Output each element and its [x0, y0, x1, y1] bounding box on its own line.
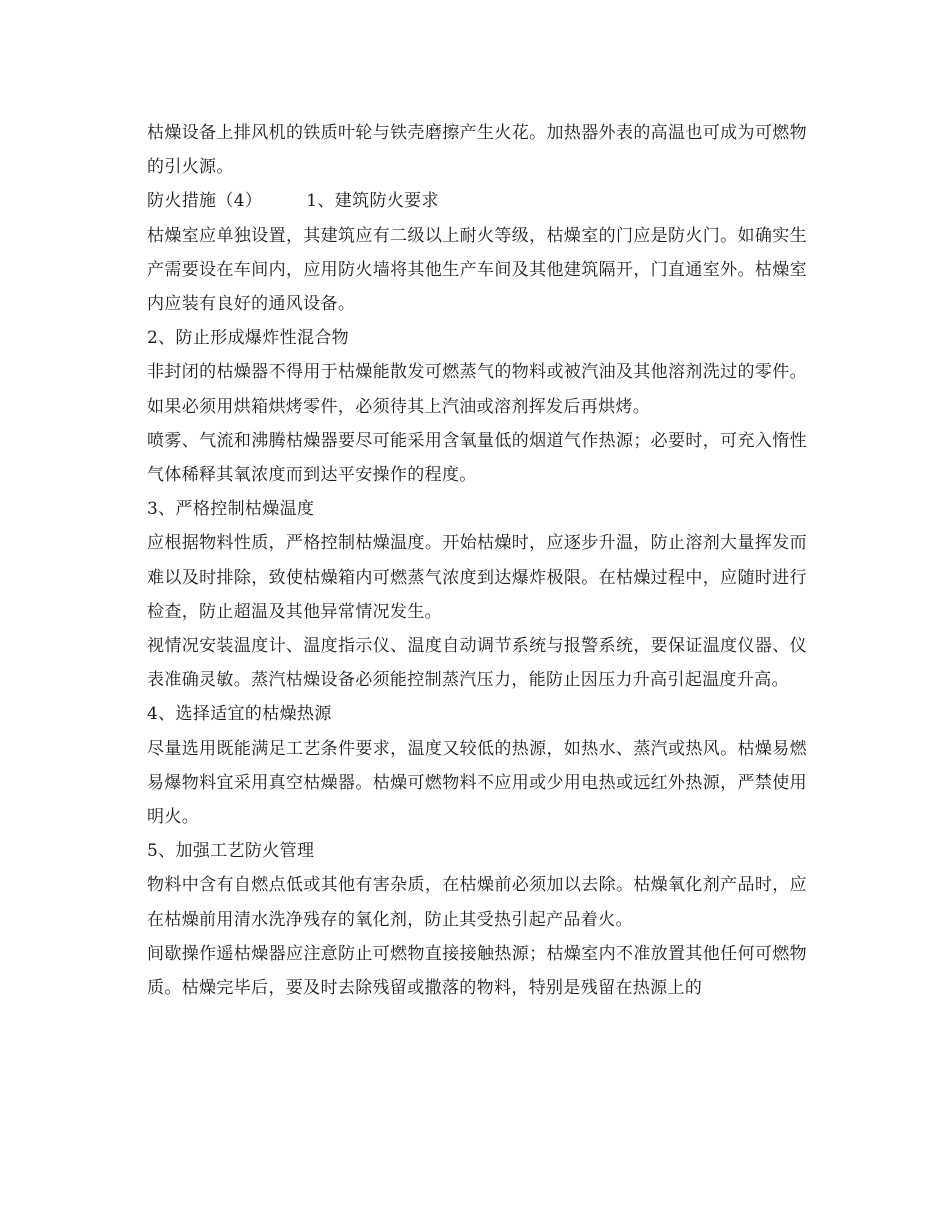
heading-heat-source: 4、选择适宜的枯燥热源 [147, 704, 332, 725]
subheading-building-fire-requirements: 1、建筑防火要求 [306, 191, 439, 212]
paragraph-ignition-sources: 枯燥设备上排风机的铁质叶轮与铁壳磨擦产生火花。加热器外表的高温也可成为可燃物的引火源。 [147, 123, 807, 178]
heading-control-temperature: 3、严格控制枯燥温度 [147, 499, 315, 520]
paragraph-non-sealed-dryers: 非封闭的枯燥器不得用于枯燥能散发可燃蒸气的物料或被汽油及其他溶剂洗过的零件。如果必须用烘箱烘烤零件，必须待其上汽油或溶剂挥发后再烘烤。 [147, 362, 807, 417]
paragraph-spray-dryers: 喷雾、气流和沸腾枯燥器要尽可能采用含氧量低的烟道气作热源；必要时，可充入惰性气体稀释其氧浓度而到达平安操作的程度。 [147, 430, 807, 486]
document-page [147, 116, 807, 1005]
paragraph-heat-source: 尽量选用既能满足工艺条件要求，温度又较低的热源，如热水、蒸汽或热风。枯燥易燃易爆物料宜采用真空枯燥器。枯燥可燃物料不应用或少用电热或远红外热源，严禁使用明火。 [147, 738, 807, 828]
paragraph-instruments: 视情况安装温度计、温度指示仪、温度自动调节系统与报警系统，要保证温度仪器、仪表准确灵敏。蒸汽枯燥设备必须能控制蒸汽压力，能防止因压力升高引起温度升高。 [147, 636, 807, 691]
paragraph-impurities: 物料中含有自燃点低或其他有害杂质，在枯燥前必须加以去除。枯燥氧化剂产品时，应在枯燥前用清水洗净残存的氧化剂，防止其受热引起产品着火。 [147, 875, 807, 930]
section-heading-fire-measures [147, 184, 807, 218]
paragraph-temperature-control: 应根据物料性质，严格控制枯燥温度。开始枯燥时，应逐步升温，防止溶剂大量挥发而难以及时排除，致使枯燥箱内可燃蒸气浓度到达爆炸极限。在枯燥过程中，应随时进行检查，防止超温及其他异常情况发生。 [147, 533, 807, 622]
heading-prevent-explosive-mixture: 2、防止形成爆炸性混合物 [147, 328, 350, 349]
section-heading-label: 防火措施（4） [147, 191, 263, 212]
heading-process-management: 5、加强工艺防火管理 [147, 841, 315, 862]
paragraph-drying-room-setup: 枯燥室应单独设置，其建筑应有二级以上耐火等级，枯燥室的门应是防火门。如确实生产需要设在车间内，应用防火墙将其他生产车间及其他建筑隔开，门直通室外。枯燥室内应装有良好的通风设备。 [147, 225, 807, 315]
paragraph-batch-operation: 间歇操作遥枯燥器应注意防止可燃物直接接触热源；枯燥室内不准放置其他任何可燃物质。枯燥完毕后，要及时去除残留或撒落的物料，特别是残留在热源上的 [147, 943, 807, 999]
